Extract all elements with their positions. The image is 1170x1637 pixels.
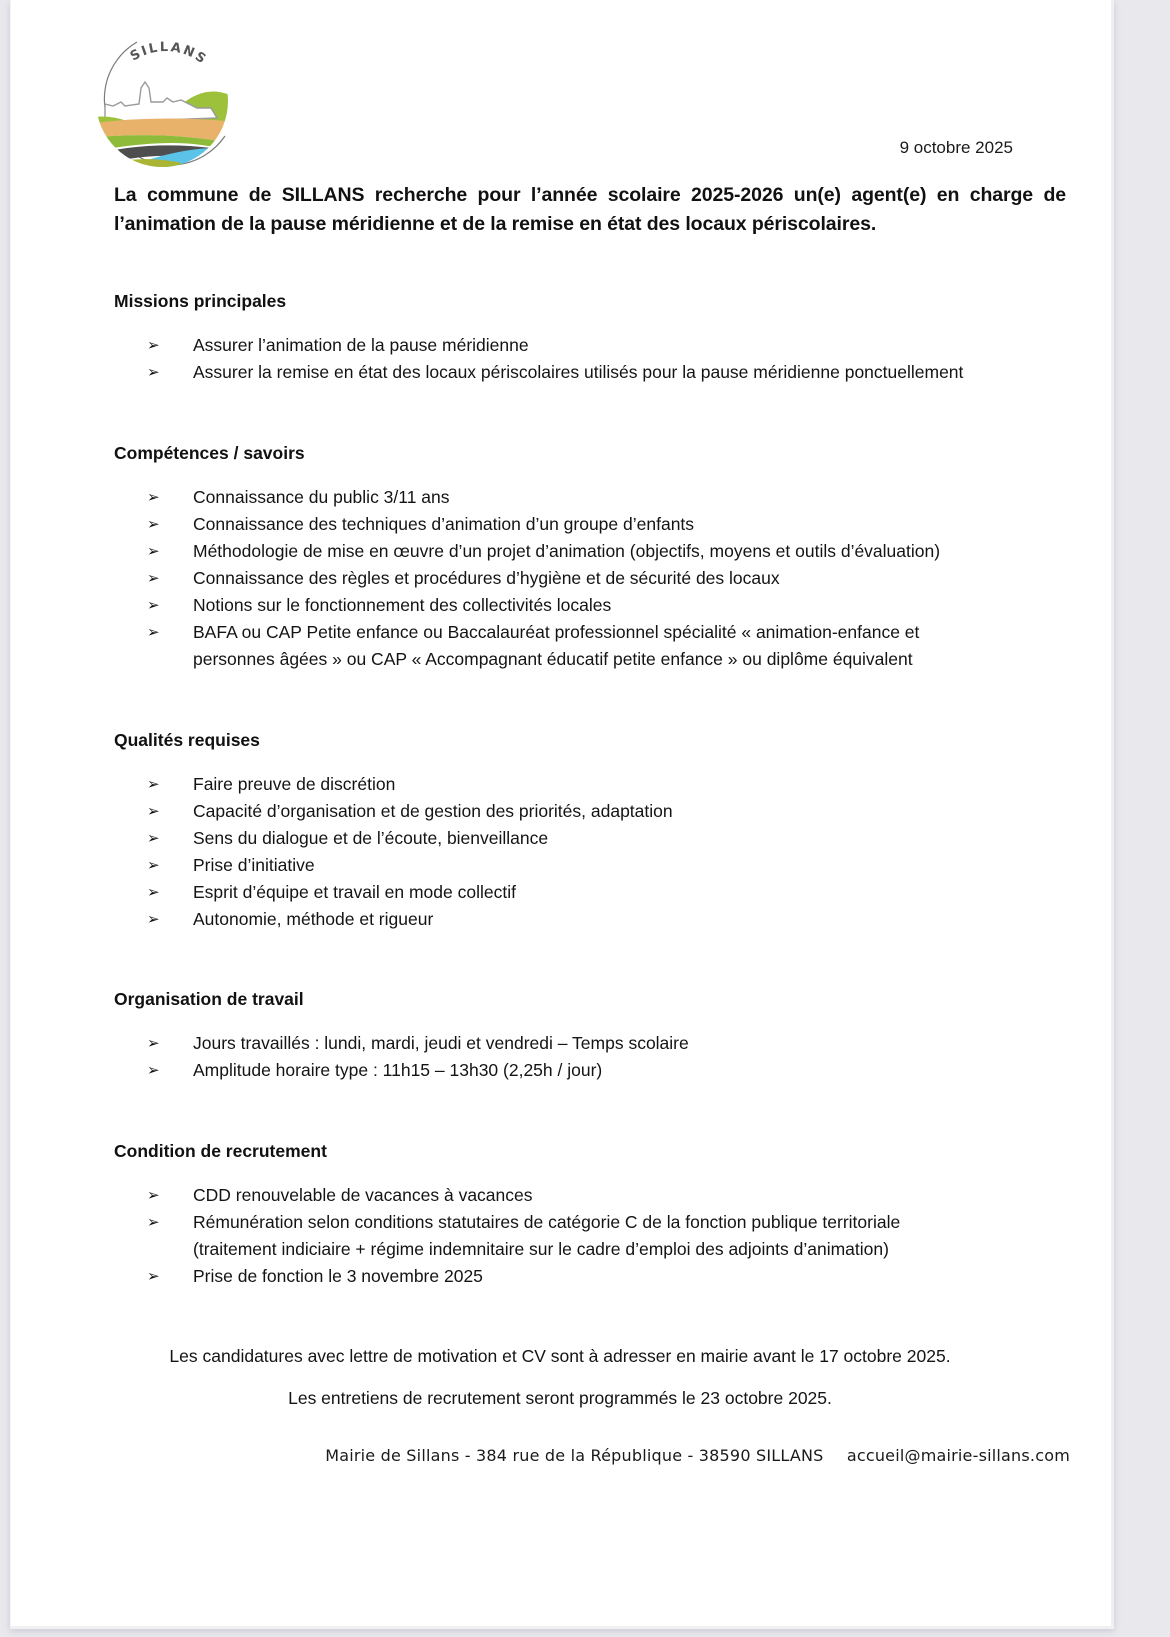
arrowhead-bullet-icon: ➢ (147, 1187, 160, 1204)
arrowhead-bullet-icon: ➢ (147, 857, 160, 874)
section-missions (114, 290, 1074, 386)
arrowhead-bullet-icon: ➢ (147, 570, 160, 587)
section-recrutement (114, 1140, 1074, 1290)
arrowhead-bullet-icon: ➢ (147, 624, 160, 641)
arrowhead-bullet-icon: ➢ (147, 543, 160, 560)
list-item: ➢ CDD renouvelable de vacances à vacances (114, 1182, 1074, 1209)
arrowhead-bullet-icon: ➢ (147, 1062, 160, 1079)
list-item: ➢ Esprit d’équipe et travail en mode collectif (114, 879, 1074, 906)
list-item: ➢ Assurer l’animation de la pause méridienne (114, 332, 1074, 359)
document-page (10, 0, 1114, 1629)
list-item: ➢ Jours travaillés : lundi, mardi, jeudi et vendredi – Temps scolaire (114, 1030, 1074, 1057)
arrowhead-bullet-icon: ➢ (147, 337, 160, 354)
arrowhead-bullet-icon: ➢ (147, 776, 160, 793)
section-title: Missions principales (114, 291, 287, 311)
list-item: ➢ Capacité d’organisation et de gestion des priorités, adaptation (114, 798, 1074, 825)
list-item: ➢ Méthodologie de mise en œuvre d’un projet d’animation (objectifs, moyens et outils d’évaluation) (114, 538, 1074, 565)
list-item: ➢ Prise de fonction le 3 novembre 2025 (114, 1263, 1074, 1290)
village-landscape-emblem-icon (87, 26, 237, 176)
list-item: ➢ Amplitude horaire type : 11h15 – 13h30 (2,25h / jour) (114, 1057, 1074, 1084)
sillans-logo (87, 26, 237, 176)
svg-text:SILLANS: SILLANS (127, 40, 210, 69)
arrowhead-bullet-icon: ➢ (147, 489, 160, 506)
list-item: ➢ Notions sur le fonctionnement des collectivités locales (114, 592, 1074, 619)
arrowhead-bullet-icon: ➢ (147, 911, 160, 928)
list-item: ➢ Assurer la remise en état des locaux périscolaires utilisés pour la pause méridienne ponctuellement (114, 359, 1074, 386)
contact-email[interactable]: accueil@mairie-sillans.com (846, 1446, 1070, 1465)
section-title: Organisation de travail (114, 989, 304, 1009)
arrowhead-bullet-icon: ➢ (147, 364, 160, 381)
list-item: ➢ Connaissance du public 3/11 ans (114, 484, 1074, 511)
arrowhead-bullet-icon: ➢ (147, 884, 160, 901)
arrowhead-bullet-icon: ➢ (147, 1268, 160, 1285)
section-title: Qualités requises (114, 730, 260, 750)
footer-contact (325, 1446, 1070, 1465)
list-item: ➢ Faire preuve de discrétion (114, 771, 1074, 798)
bullet-list (114, 1182, 1074, 1290)
section-title: Condition de recrutement (114, 1141, 327, 1161)
arrowhead-bullet-icon: ➢ (147, 803, 160, 820)
mairie-address: Mairie de Sillans - 384 rue de la République - 38590 SILLANS (325, 1446, 824, 1465)
arrowhead-bullet-icon: ➢ (147, 1035, 160, 1052)
list-item: ➢ Rémunération selon conditions statutaires de catégorie C de la fonction publique territoriale (traitement indiciaire + régime indemnitaire sur le cadre d’emploi des adjoints d’animation) (114, 1209, 973, 1263)
bullet-list (114, 484, 1074, 673)
bullet-list (114, 1030, 1074, 1084)
bullet-list (114, 771, 1074, 933)
job-announcement-intro: La commune de SILLANS recherche pour l’année scolaire 2025-2026 un(e) agent(e) en charge de l’animation de la pause méridienne et de la remise en état des locaux périscolaires. (114, 184, 1066, 235)
bullet-list (114, 332, 1074, 386)
list-item: ➢ Autonomie, méthode et rigueur (114, 906, 1074, 933)
section-organisation (114, 988, 1074, 1084)
arrowhead-bullet-icon: ➢ (147, 516, 160, 533)
list-item: ➢ Connaissance des règles et procédures d’hygiène et de sécurité des locaux (114, 565, 1074, 592)
document-date: 9 octobre 2025 (899, 138, 1013, 157)
section-competences (114, 442, 1074, 673)
section-qualites (114, 729, 1074, 933)
arrowhead-bullet-icon: ➢ (147, 830, 160, 847)
arrowhead-bullet-icon: ➢ (147, 1214, 160, 1231)
applications-deadline: Les candidatures avec lettre de motivation et CV sont à adresser en mairie avant le 17 octobre 2025. (169, 1346, 951, 1366)
list-item: ➢ Sens du dialogue et de l’écoute, bienveillance (114, 825, 1074, 852)
interviews-date: Les entretiens de recrutement seront programmés le 23 octobre 2025. (288, 1388, 832, 1408)
list-item: ➢ Connaissance des techniques d’animation d’un groupe d’enfants (114, 511, 1074, 538)
list-item: ➢ Prise d’initiative (114, 852, 1074, 879)
section-title: Compétences / savoirs (114, 443, 305, 463)
list-item: ➢ BAFA ou CAP Petite enfance ou Baccalauréat professionnel spécialité « animation-enfance et personnes âgées » ou CAP « Accompagnant éducatif petite enfance » ou diplôme équivalent (114, 619, 993, 673)
arrowhead-bullet-icon: ➢ (147, 597, 160, 614)
